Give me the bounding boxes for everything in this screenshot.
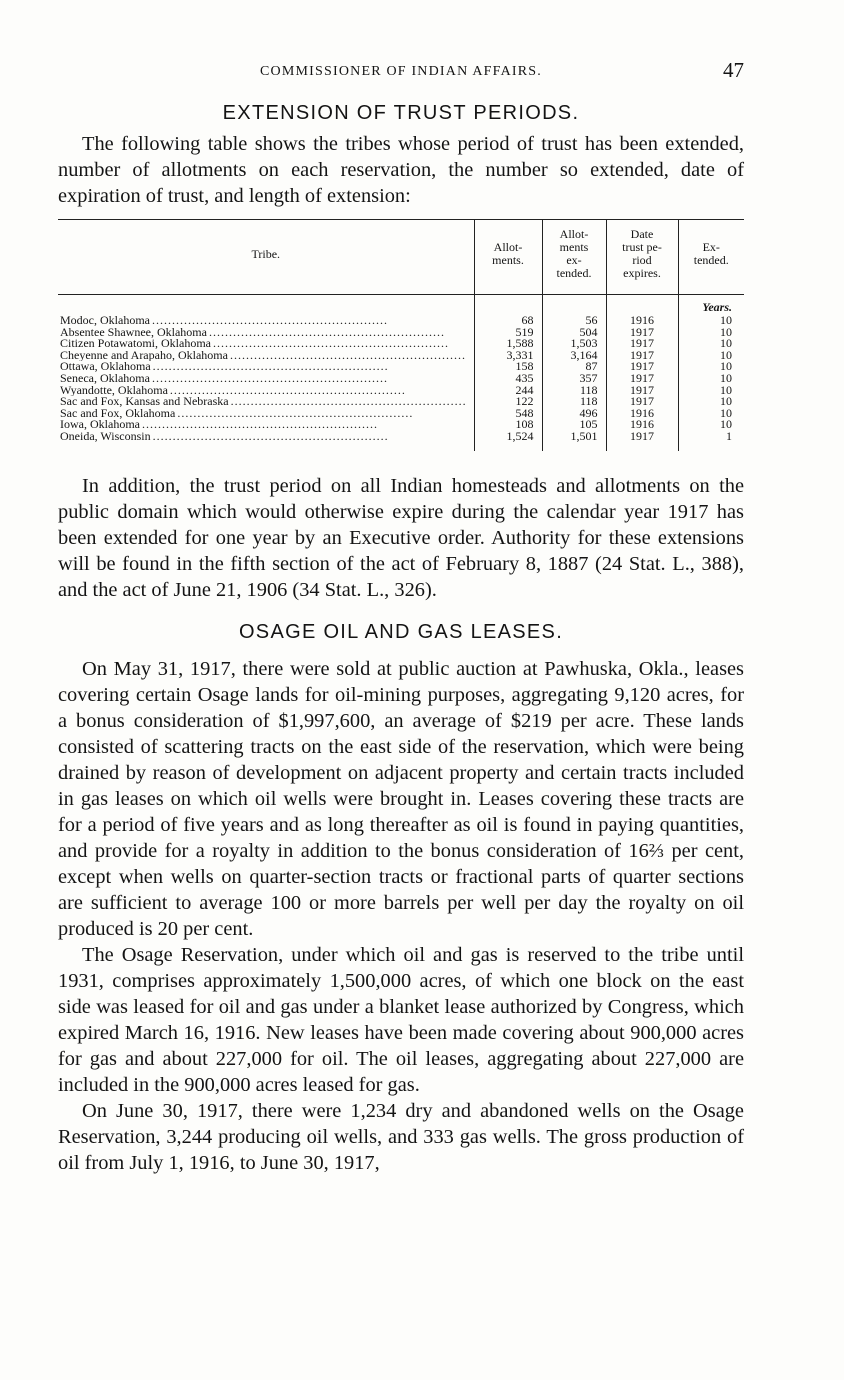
tribe-cell: Cheyenne and Arapaho, Oklahoma . . .: [58, 350, 474, 362]
tribe-cell: Ottawa, Oklahoma . . .: [58, 361, 474, 373]
col-header-tribe: Tribe.: [58, 220, 474, 295]
extended-cell: 10: [678, 419, 744, 431]
allotments-cell: 108: [474, 419, 542, 431]
tribe-cell: Sac and Fox, Oklahoma . . .: [58, 408, 474, 420]
expires-cell: 1917: [606, 361, 678, 373]
section-title-trust: EXTENSION OF TRUST PERIODS.: [222, 102, 580, 124]
expires-cell: 1917: [606, 338, 678, 350]
extended-allotments-cell: 118: [542, 396, 606, 408]
osage-paragraph-1: On May 31, 1917, there were sold at public auction at Pawhuska, Okla., leases covering certain Osage lands for oil-mining purposes, aggregating 9,120 acres, for a bonus consideration of $1,997,600, an average of $219 per acre. These lands consisted of scattering tracts on the east side of the reservation, which were being drained by reason of development on adjacent property and certain tracts included in gas leases on which oil wells were brought in. Leases covering these tracts are for a period of five years and as long thereafter as oil is found in paying quantities, and provide for a royalty in addition to the bonus consideration of 16⅔ per cent, except when wells on quarter-section tracts or fractional parts of quarter sections are sufficient to average 100 or more barrels per well per day the royalty on oil produced is 20 per cent.: [58, 657, 744, 940]
col-header-extended: Ex- tended.: [678, 220, 744, 295]
running-title: COMMISSIONER OF INDIAN AFFAIRS.: [260, 64, 542, 79]
tribe-cell: Absentee Shawnee, Oklahoma . . .: [58, 327, 474, 339]
extended-cell: 10: [678, 361, 744, 373]
page-number: 47: [723, 58, 744, 82]
expires-cell: 1916: [606, 315, 678, 327]
expires-cell: 1917: [606, 396, 678, 408]
intro-paragraph: The following table shows the tribes whose period of trust has been extended, number of allotments on each reservation, the number so extended, date of expiration of trust, and length of extension:: [58, 133, 744, 207]
expires-cell: 1917: [606, 385, 678, 397]
extended-allotments-cell: 1,501: [542, 431, 606, 443]
extended-cell: 10: [678, 408, 744, 420]
expires-cell: 1917: [606, 350, 678, 362]
expires-cell: 1916: [606, 408, 678, 420]
allotments-cell: 548: [474, 408, 542, 420]
extended-allotments-cell: 87: [542, 361, 606, 373]
tribe-cell: Sac and Fox, Kansas and Nebraska . . .: [58, 396, 474, 408]
table-row: [58, 431, 744, 443]
section-title-osage: OSAGE OIL AND GAS LEASES.: [238, 620, 564, 643]
col-header-expires: Date trust pe- riod expires.: [606, 220, 678, 295]
extended-cell: 1: [678, 431, 744, 443]
expires-cell: 1917: [606, 431, 678, 443]
osage-paragraph-3: On June 30, 1917, there were 1,234 dry and abandoned wells on the Osage Reservation, 3,244 producing oil wells, and 333 gas wells. The gross production of oil from July 1, 1916, to June 30, 1917,: [58, 1099, 744, 1174]
osage-paragraph-2: The Osage Reservation, under which oil and gas is reserved to the tribe until 1931, comprises approximately 1,500,000 acres, of which one block on the east side was leased for oil and gas under a blanket lease authorized by Congress, which expired March 16, 1916. New leases have been made covering about 900,000 acres for gas and about 227,000 for oil. The oil leases, aggregating about 227,000 are included in the 900,000 acres leased for gas.: [58, 943, 744, 1096]
col-header-allotments: Allot- ments.: [474, 220, 542, 295]
expires-cell: 1917: [606, 373, 678, 385]
tribe-cell: Seneca, Oklahoma . . .: [58, 373, 474, 385]
page: [58, 58, 744, 1176]
allotments-cell: 1,524: [474, 431, 542, 443]
extended-allotments-cell: 56: [542, 315, 606, 327]
after-table-paragraph: In addition, the trust period on all Indian homesteads and allotments on the public domain which would otherwise expire during the calendar year 1917 has been extended for one year by an Executive order. Authority for these extensions will be found in the fifth section of the act of February 8, 1887 (24 Stat. L., 388), and the act of June 21, 1906 (34 Stat. L., 326).: [58, 474, 744, 601]
col-header-extended-allotments: Allot- ments ex- tended.: [542, 220, 606, 295]
table-header-row: [58, 220, 744, 295]
allotments-cell: 1,588: [474, 338, 542, 350]
extended-allotments-cell: 496: [542, 408, 606, 420]
extended-cell: 10: [678, 385, 744, 397]
extended-allotments-cell: 504: [542, 327, 606, 339]
tribe-cell: Modoc, Oklahoma . . .: [58, 315, 474, 327]
expires-cell: 1916: [606, 419, 678, 431]
extended-cell: 10: [678, 315, 744, 327]
extended-cell: 10: [678, 373, 744, 385]
tribe-cell: Citizen Potawatomi, Oklahoma . . .: [58, 338, 474, 350]
extended-allotments-cell: 1,503: [542, 338, 606, 350]
extended-cell: 10: [678, 350, 744, 362]
allotments-cell: 3,331: [474, 350, 542, 362]
trust-table: [58, 219, 744, 451]
tribe-cell: Wyandotte, Oklahoma . . .: [58, 385, 474, 397]
running-head: [58, 58, 744, 88]
tribe-cell: Iowa, Oklahoma . . .: [58, 419, 474, 431]
allotments-cell: 122: [474, 396, 542, 408]
allotments-cell: 435: [474, 373, 542, 385]
tribe-cell: Oneida, Wisconsin . . .: [58, 431, 474, 443]
allotments-cell: 244: [474, 385, 542, 397]
allotments-cell: 68: [474, 315, 542, 327]
extended-allotments-cell: 3,164: [542, 350, 606, 362]
unit-label: Years.: [678, 301, 744, 315]
extended-allotments-cell: 357: [542, 373, 606, 385]
expires-cell: 1917: [606, 327, 678, 339]
extended-cell: 10: [678, 396, 744, 408]
extended-cell: 10: [678, 338, 744, 350]
extended-allotments-cell: 118: [542, 385, 606, 397]
allotments-cell: 519: [474, 327, 542, 339]
allotments-cell: 158: [474, 361, 542, 373]
extended-allotments-cell: 105: [542, 419, 606, 431]
extended-cell: 10: [678, 327, 744, 339]
